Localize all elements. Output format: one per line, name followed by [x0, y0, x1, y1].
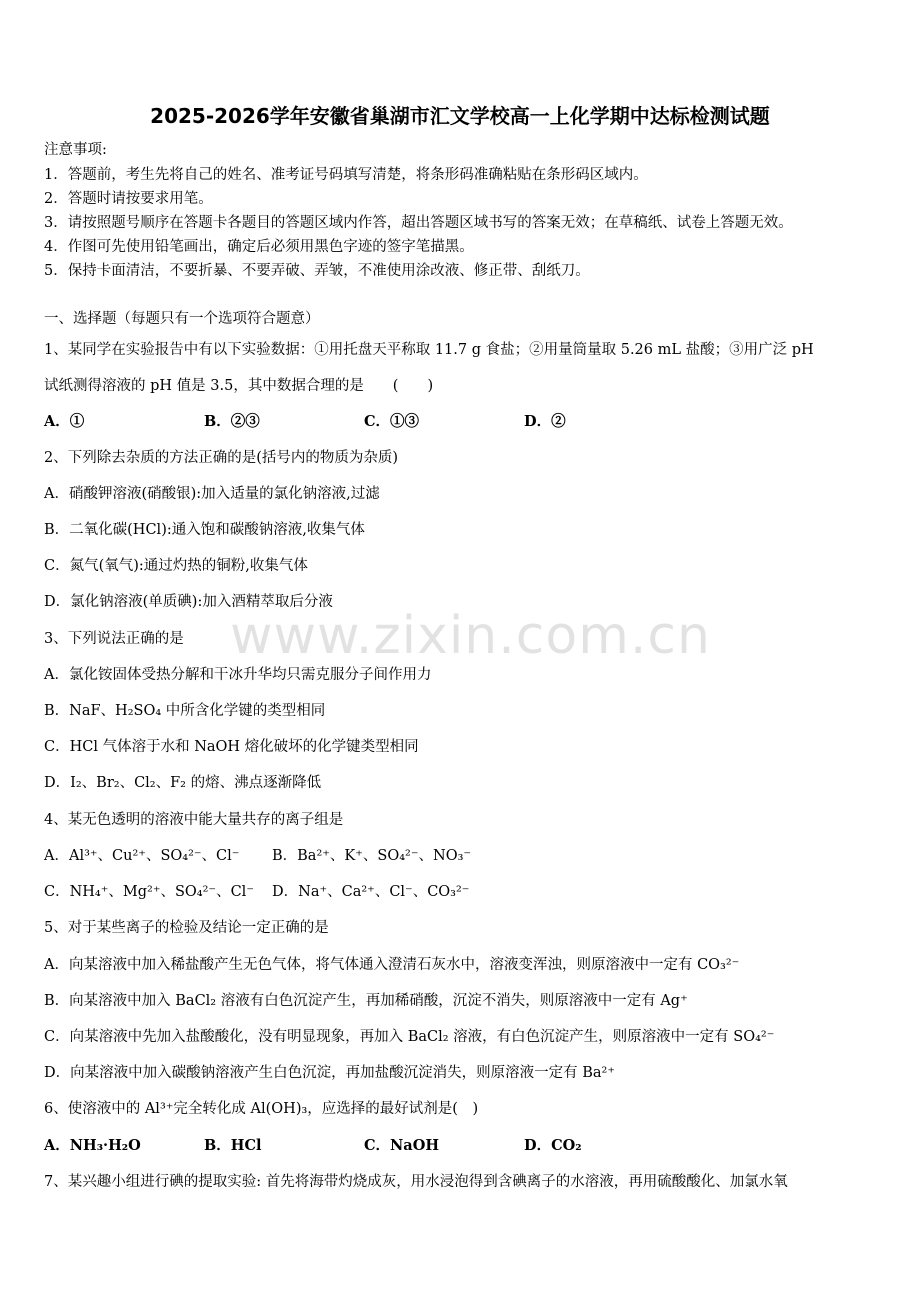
section-heading: 一、选择题（每题只有一个选项符合题意） [44, 311, 320, 327]
question-5-option-b: B．向某溶液中加入 BaCl₂ 溶液有白色沉淀产生，再加稀硝酸，沉淀不消失，则原溶液中一定有 Ag⁺ [44, 993, 688, 1009]
question-5-stem: 5、对于某些离子的检验及结论一定正确的是 [44, 920, 329, 936]
question-6-option-c: C．NaOH [364, 1137, 440, 1154]
note-item: 5．保持卡面清洁，不要折暴、不要弄破、弄皱，不准使用涂改液、修正带、刮纸刀。 [44, 263, 590, 279]
question-6-option-b: B．HCl [204, 1137, 262, 1154]
question-1-option-d: D．② [524, 413, 566, 430]
question-1-option-c: C．①③ [364, 413, 420, 430]
question-4-stem: 4、某无色透明的溶液中能大量共存的离子组是 [44, 812, 344, 828]
question-4-option-d: D．Na⁺、Ca²⁺、Cl⁻、CO₃²⁻ [272, 884, 470, 900]
question-4-option-b: B．Ba²⁺、K⁺、SO₄²⁻、NO₃⁻ [272, 848, 472, 864]
question-5-option-d: D．向某溶液中加入碳酸钠溶液产生白色沉淀，再加盐酸沉淀消失，则原溶液一定有 Ba²⁺ [44, 1065, 615, 1081]
page-title: 2025-2026学年安徽省巢湖市汇文学校高一上化学期中达标检测试题 [150, 104, 770, 128]
question-1-stem: 1、某同学在实验报告中有以下实验数据：①用托盘天平称取 11.7 g 食盐；②用量筒量取 5.26 mL 盐酸；③用广泛 pH [44, 342, 814, 358]
question-3-stem: 3、下列说法正确的是 [44, 631, 184, 647]
question-1-option-a: A．① [44, 413, 85, 430]
question-6-stem: 6、使溶液中的 Al³⁺完全转化成 Al(OH)₃，应选择的最好试剂是( ) [44, 1101, 479, 1117]
question-7-stem: 7、某兴趣小组进行碘的提取实验: 首先将海带灼烧成灰，用水浸泡得到含碘离子的水溶液，再用硫酸酸化、加氯水氧 [44, 1174, 788, 1190]
question-2-option-b: B．二氧化碳(HCl):通入饱和碳酸钠溶液,收集气体 [44, 522, 365, 538]
watermark-text: www.zixin.com.cn [230, 606, 711, 666]
question-1-stem-cont: 试纸测得溶液的 pH 值是 3.5，其中数据合理的是 ( ) [44, 378, 434, 394]
question-2-stem: 2、下列除去杂质的方法正确的是(括号内的物质为杂质) [44, 450, 399, 466]
note-item: 1．答题前，考生先将自己的姓名、准考证号码填写清楚，将条形码准确粘贴在条形码区域内。 [44, 167, 648, 183]
notes-heading: 注意事项: [44, 142, 107, 158]
question-4-option-c: C．NH₄⁺、Mg²⁺、SO₄²⁻、Cl⁻ [44, 884, 254, 900]
question-3-option-c: C．HCl 气体溶于水和 NaOH 熔化破坏的化学键类型相同 [44, 739, 419, 755]
question-1-option-b: B．②③ [204, 413, 260, 430]
question-5-option-c: C．向某溶液中先加入盐酸酸化，没有明显现象，再加入 BaCl₂ 溶液，有白色沉淀产生，则原溶液中一定有 SO₄²⁻ [44, 1029, 775, 1045]
note-item: 2．答题时请按要求用笔。 [44, 191, 213, 207]
question-2-option-c: C．氮气(氧气):通过灼热的铜粉,收集气体 [44, 558, 308, 574]
question-2-option-a: A．硝酸钾溶液(硝酸银):加入适量的氯化钠溶液,过滤 [44, 486, 380, 502]
question-3-option-b: B．NaF、H₂SO₄ 中所含化学键的类型相同 [44, 703, 326, 719]
note-item: 4．作图可先使用铅笔画出，确定后必须用黑色字迹的签字笔描黑。 [44, 239, 474, 255]
question-2-option-d: D．氯化钠溶液(单质碘):加入酒精萃取后分液 [44, 594, 333, 610]
note-item: 3．请按照题号顺序在答题卡各题目的答题区域内作答，超出答题区域书写的答案无效；在草稿纸、试卷上答题无效。 [44, 215, 793, 231]
question-4-option-a: A．Al³⁺、Cu²⁺、SO₄²⁻、Cl⁻ [44, 848, 240, 864]
question-6-option-a: A．NH₃·H₂O [44, 1137, 141, 1154]
question-3-option-a: A．氯化铵固体受热分解和干冰升华均只需克服分子间作用力 [44, 667, 432, 683]
question-3-option-d: D．I₂、Br₂、Cl₂、F₂ 的熔、沸点逐渐降低 [44, 775, 322, 791]
question-6-option-d: D．CO₂ [524, 1137, 582, 1154]
question-5-option-a: A．向某溶液中加入稀盐酸产生无色气体，将气体通入澄清石灰水中，溶液变浑浊，则原溶液中一定有 CO₃²⁻ [44, 957, 740, 973]
